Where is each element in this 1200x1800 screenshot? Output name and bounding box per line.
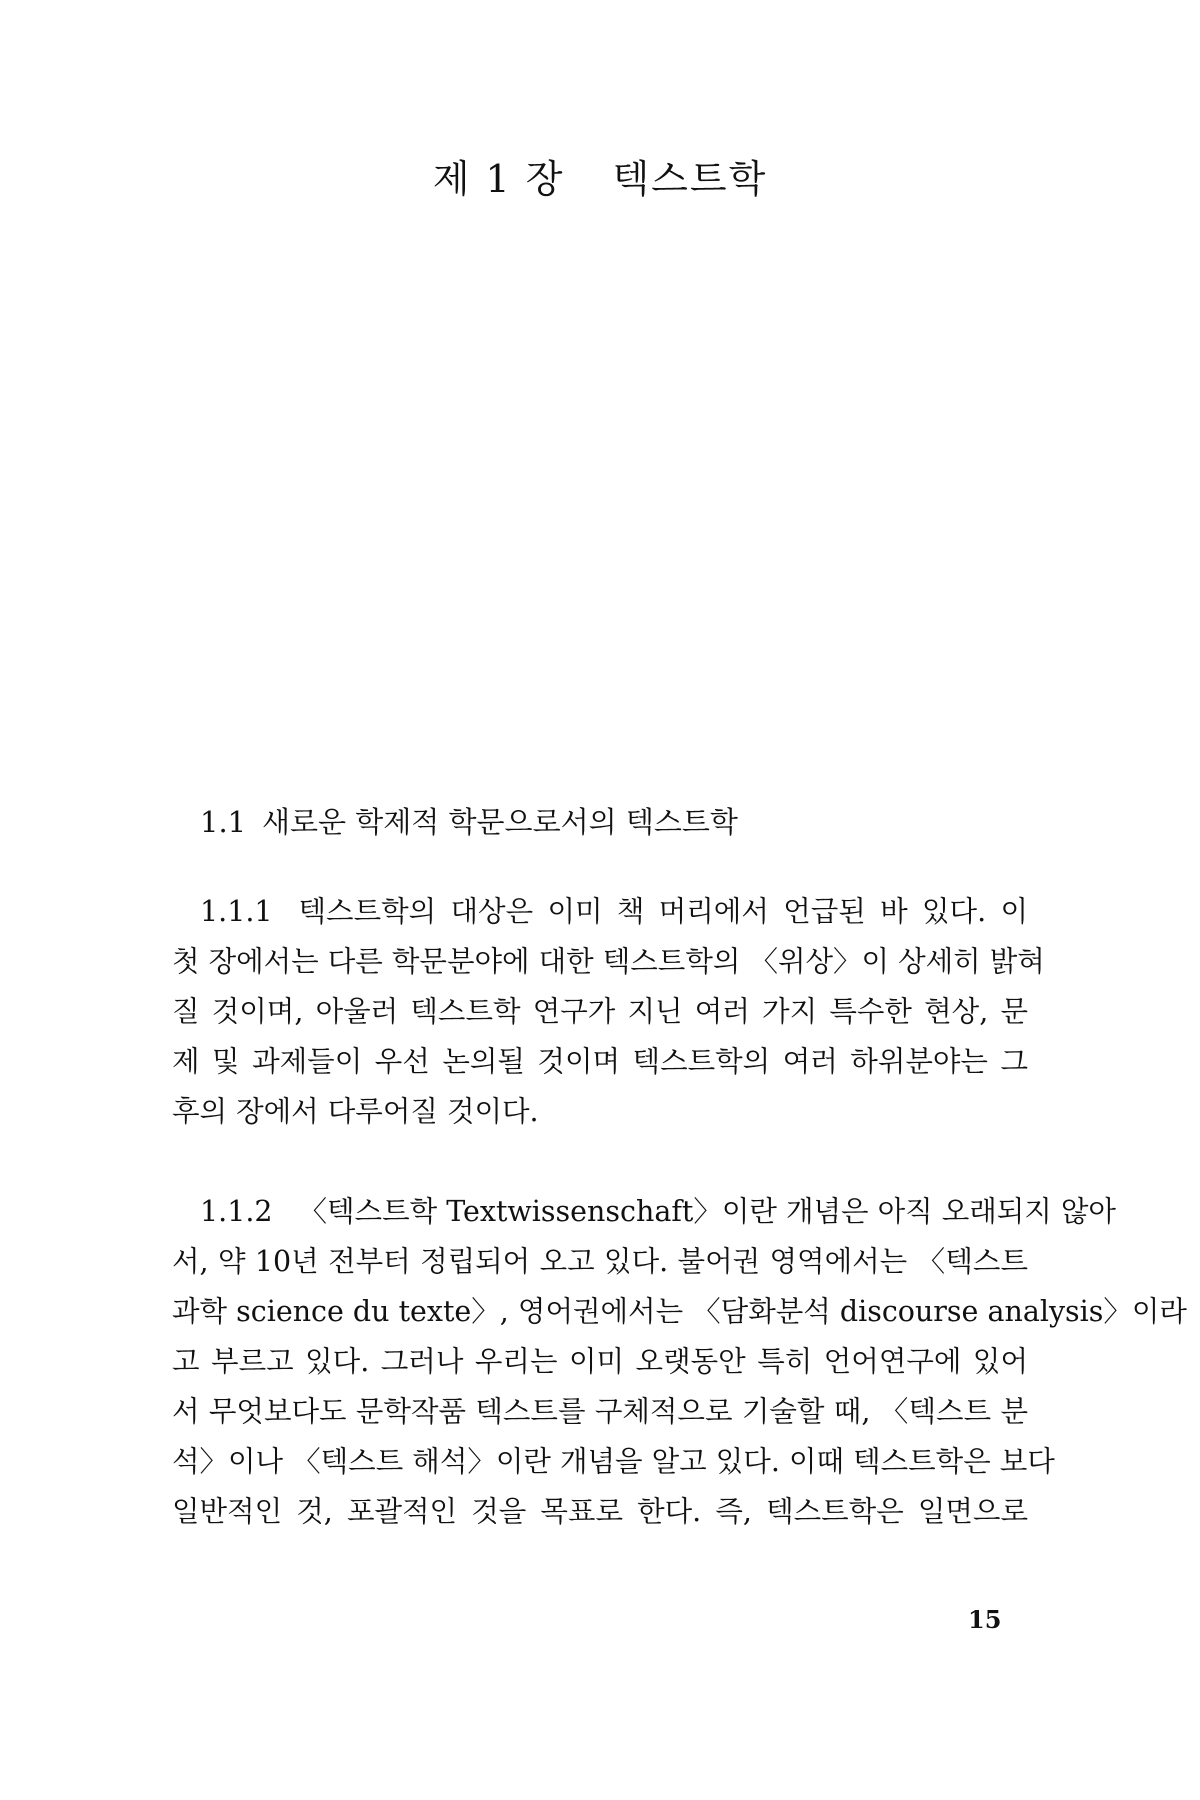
paragraph-number: 1.1.2 <box>200 1195 273 1228</box>
chapter-title <box>0 148 1200 203</box>
paragraph-1-1-1 <box>172 887 1045 1137</box>
paragraph-line-text: 〈텍스트학 Textwissenschaft〉이란 개념은 아직 오래되지 않아 <box>298 1195 1116 1228</box>
paragraph-line: 질 것이며, 아울러 텍스트학 연구가 지닌 여러 가지 특수한 현상, 문 <box>172 995 1028 1028</box>
chapter-name: 텍스트학 <box>612 157 768 201</box>
section-heading <box>200 800 1020 841</box>
paragraph-line: 서, 약 10년 전부터 정립되어 오고 있다. 불어권 영역에서는 〈텍스트 <box>172 1245 1028 1278</box>
paragraph-line: 과학 science du texte〉, 영어권에서는 〈담화분석 discourse analysis〉이라 <box>172 1295 1187 1328</box>
paragraph-line <box>172 1187 1116 1237</box>
chapter-number: 제 1 장 <box>432 157 565 201</box>
section-number: 1.1 <box>200 805 247 839</box>
paragraph-line: 일반적인 것, 포괄적인 것을 목표로 한다. 즉, 텍스트학은 일면으로 <box>172 1495 1028 1528</box>
paragraph-line: 고 부르고 있다. 그러나 우리는 이미 오랫동안 특히 언어연구에 있어 <box>172 1345 1028 1378</box>
paragraph-number: 1.1.1 <box>200 895 273 928</box>
page-number: 15 <box>968 1605 1002 1634</box>
section-title: 새로운 학제적 학문으로서의 텍스트학 <box>262 805 738 839</box>
paragraph-line: 서 무엇보다도 문학작품 텍스트를 구체적으로 기술할 때, 〈텍스트 분 <box>172 1395 1028 1428</box>
paragraph-1-1-2 <box>172 1187 1187 1537</box>
paragraph-line: 첫 장에서는 다른 학문분야에 대한 텍스트학의 〈위상〉이 상세히 밝혀 <box>172 945 1045 978</box>
paragraph-line: 후의 장에서 다루어질 것이다. <box>172 1095 539 1128</box>
paragraph-line-text: 텍스트학의 대상은 이미 책 머리에서 언급된 바 있다. 이 <box>298 895 1028 928</box>
paragraph-line <box>172 887 1028 937</box>
paragraph-line: 석〉이나 〈텍스트 해석〉이란 개념을 알고 있다. 이때 텍스트학은 보다 <box>172 1445 1055 1478</box>
paragraph-line: 제 및 과제들이 우선 논의될 것이며 텍스트학의 여러 하위분야는 그 <box>172 1045 1028 1078</box>
